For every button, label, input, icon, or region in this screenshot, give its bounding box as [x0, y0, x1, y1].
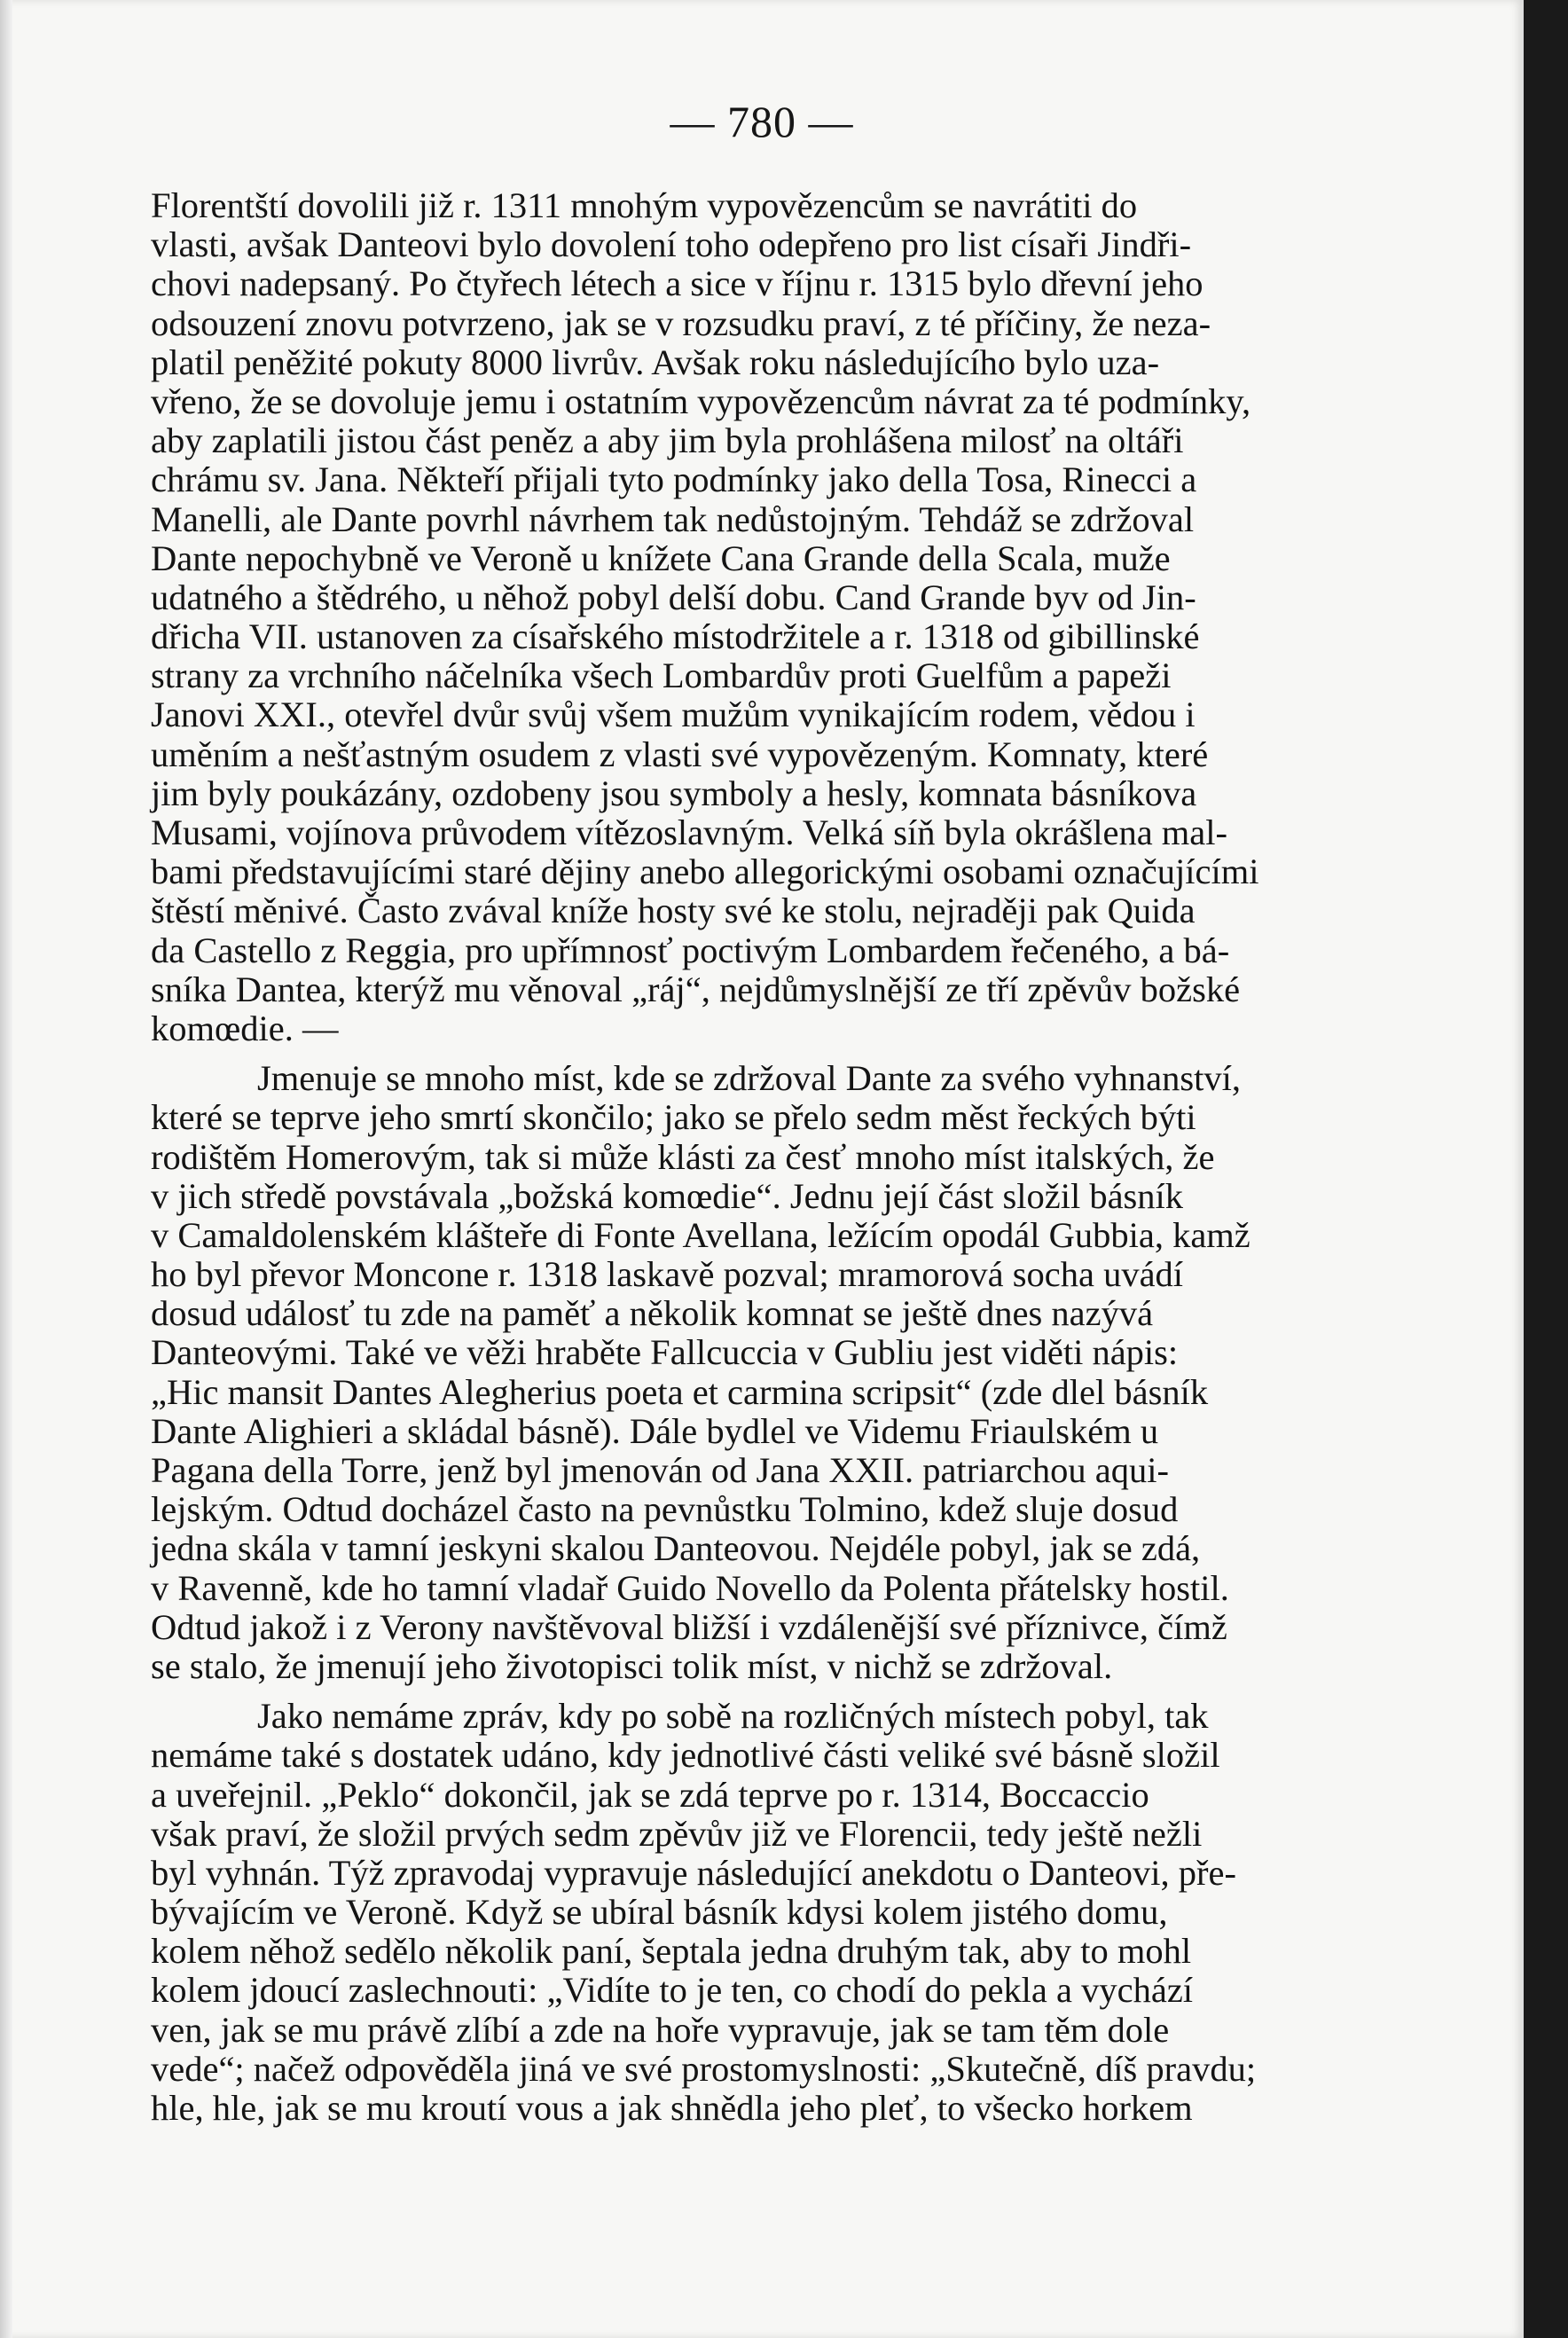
text-line: ven, jak se mu právě zlíbí a zde na hoře vypravuje, jak se tam těm dole	[151, 2009, 1170, 2050]
text-line: platil peněžité pokuty 8000 livrův. Avšak roku následujícího bylo uza-	[151, 341, 1160, 382]
text-line: vlasti, avšak Danteovi bylo dovolení toho odepřeno pro list císaři Jindři-	[151, 224, 1192, 265]
text-line: jedna skála v tamní jeskyni skalou Danteovou. Nejdéle pobyl, jak se zdá,	[151, 1528, 1201, 1569]
text-line: Janovi XXI., otevřel dvůr svůj všem mužům vynikajícím rodem, vědou i	[151, 694, 1196, 735]
text-line: štěstí měnivé. Často zvával kníže hosty své ke stolu, nejraději pak Quida	[151, 890, 1196, 931]
text-line: však praví, že složil prvých sedm zpěvův již ve Florencii, tedy ještě nežli	[151, 1813, 1203, 1854]
text-line: vede“; načež odpověděla jiná ve své prostomyslnosti: „Skutečně, díš pravdu;	[151, 2048, 1257, 2089]
text-line: Musami, vojínova průvodem vítězoslavným. Velká síň byla okrášlena mal-	[151, 812, 1228, 852]
text-line: Dante Alighieri a skládal básně). Dále bydlel ve Videmu Friaulském u	[151, 1410, 1159, 1451]
text-line: sníka Dantea, kterýž mu věnoval „ráj“, nejdůmyslnější ze tří zpěvův božské	[151, 969, 1241, 1009]
text-line: chovi nadepsaný. Po čtyřech létech a sice v říjnu r. 1315 bylo dřevní jeho	[151, 263, 1203, 304]
text-line: bami představujícími staré dějiny anebo allegorickými osobami označujícími	[151, 851, 1259, 892]
text-line: da Castello z Reggia, pro upřímnosť poctivým Lombardem řečeného, a bá-	[151, 930, 1230, 970]
text-line: vřeno, že se dovoluje jemu i ostatním vypovězencům návrat za té podmínky,	[151, 381, 1251, 421]
paragraph	[151, 186, 1444, 1048]
text-line: a uveřejnil. „Peklo“ dokončil, jak se zdá teprve po r. 1314, Boccaccio	[151, 1774, 1149, 1815]
text-line: v Ravenně, kde ho tamní vladař Guido Novello da Polenta přátelsky hostil.	[151, 1567, 1229, 1608]
text-line: které se teprve jeho smrtí skončilo; jako se přelo sedm měst řeckých býti	[151, 1097, 1196, 1138]
text-line: Pagana della Torre, jenž byl jmenován od Jana XXII. patriarchou aqui-	[151, 1450, 1170, 1490]
text-line: Jako nemáme zpráv, kdy po sobě na rozličných místech pobyl, tak	[257, 1696, 1209, 1737]
text-line: lejským. Odtud docházel často na pevnůstku Tolmino, kdež sluje dosud	[151, 1489, 1179, 1530]
text-line: rodištěm Homerovým, tak si může klásti za česť mnoho míst italských, že	[151, 1136, 1215, 1177]
text-line: byl vyhnán. Týž zpravodaj vypravuje následující anekdotu o Danteovi, pře-	[151, 1852, 1236, 1893]
text-line: v jich středě povstávala „božská komœdie“. Jednu její část složil básník	[151, 1175, 1184, 1216]
text-line: Odtud jakož i z Verony navštěvoval bližší i vzdálenější své příznivce, čímž	[151, 1606, 1227, 1647]
text-line: hle, hle, jak se mu kroutí vous a jak shnědla jeho pleť, to všecko horkem	[151, 2088, 1193, 2128]
text-line: Dante nepochybně ve Veroně u knížete Cana Grande della Scala, muže	[151, 537, 1171, 578]
paragraph	[151, 1059, 1444, 1686]
text-line: udatného a štědrého, u něhož pobyl delší dobu. Cand Grande byv od Jin-	[151, 577, 1196, 617]
text-line: chrámu sv. Jana. Někteří přijali tyto podmínky jako della Tosa, Rinecci a	[151, 459, 1197, 500]
text-line: odsouzení znovu potvrzeno, jak se v rozsudku praví, z té příčiny, že neza-	[151, 302, 1211, 343]
text-line: aby zaplatili jistou část peněz a aby jim byla prohlášena milosť na oltáři	[151, 420, 1184, 461]
text-line: jim byly poukázány, ozdobeny jsou symboly a hesly, komnata básníkova	[151, 773, 1197, 813]
text-line: nemáme také s dostatek udáno, kdy jednotlivé části veliké své básně složil	[151, 1735, 1220, 1776]
text-line: komœdie. —	[151, 1008, 339, 1048]
text-line: dosud událosť tu zde na paměť a několik komnat se ještě dnes nazývá	[151, 1293, 1154, 1334]
page-body-text	[151, 186, 1444, 2128]
text-line: se stalo, že jmenují jeho životopisci tolik míst, v nichž se zdržoval.	[151, 1645, 1113, 1686]
text-line: v Camaldolenském klášteře di Fonte Avellana, ležícím opodál Gubbia, kamž	[151, 1214, 1250, 1255]
text-line: Florentští dovolili již r. 1311 mnohým vypovězencům se navrátiti do	[151, 185, 1138, 225]
text-line: „Hic mansit Dantes Alegherius poeta et carmina scripsit“ (zde dlel básník	[151, 1371, 1209, 1412]
text-line: strany za vrchního náčelníka všech Lombardův proti Guelfům a papeži	[151, 655, 1172, 696]
text-line: ho byl převor Moncone r. 1318 laskavě pozval; mramorová socha uvádí	[151, 1254, 1184, 1295]
page-binding-edge	[0, 0, 12, 2338]
text-line: kolem něhož sedělo několik paní, šeptala jedna druhým tak, aby to mohl	[151, 1931, 1192, 1972]
text-line: dřicha VII. ustanoven za císařského místodržitele a r. 1318 od gibillinské	[151, 616, 1200, 657]
text-line: Danteovými. Také ve věži hraběte Fallcuccia v Gubliu jest viděti nápis:	[151, 1332, 1179, 1373]
paragraph	[151, 1697, 1444, 2128]
text-line: uměním a nešťastným osudem z vlasti své vypovězeným. Komnaty, které	[151, 734, 1209, 774]
text-line: Jmenuje se mnoho míst, kde se zdržoval Dante za svého vyhnanství,	[257, 1058, 1241, 1099]
text-line: bývajícím ve Veroně. Když se ubíral básník kdysi kolem jistého domu,	[151, 1892, 1168, 1933]
page-number: — 780 —	[670, 97, 854, 146]
text-line: kolem jdoucí zaslechnouti: „Vidíte to je ten, co chodí do pekla a vychází	[151, 1970, 1194, 2011]
text-line: Manelli, ale Dante povrhl návrhem tak nedůstojným. Tehdáž se zdržoval	[151, 498, 1195, 539]
